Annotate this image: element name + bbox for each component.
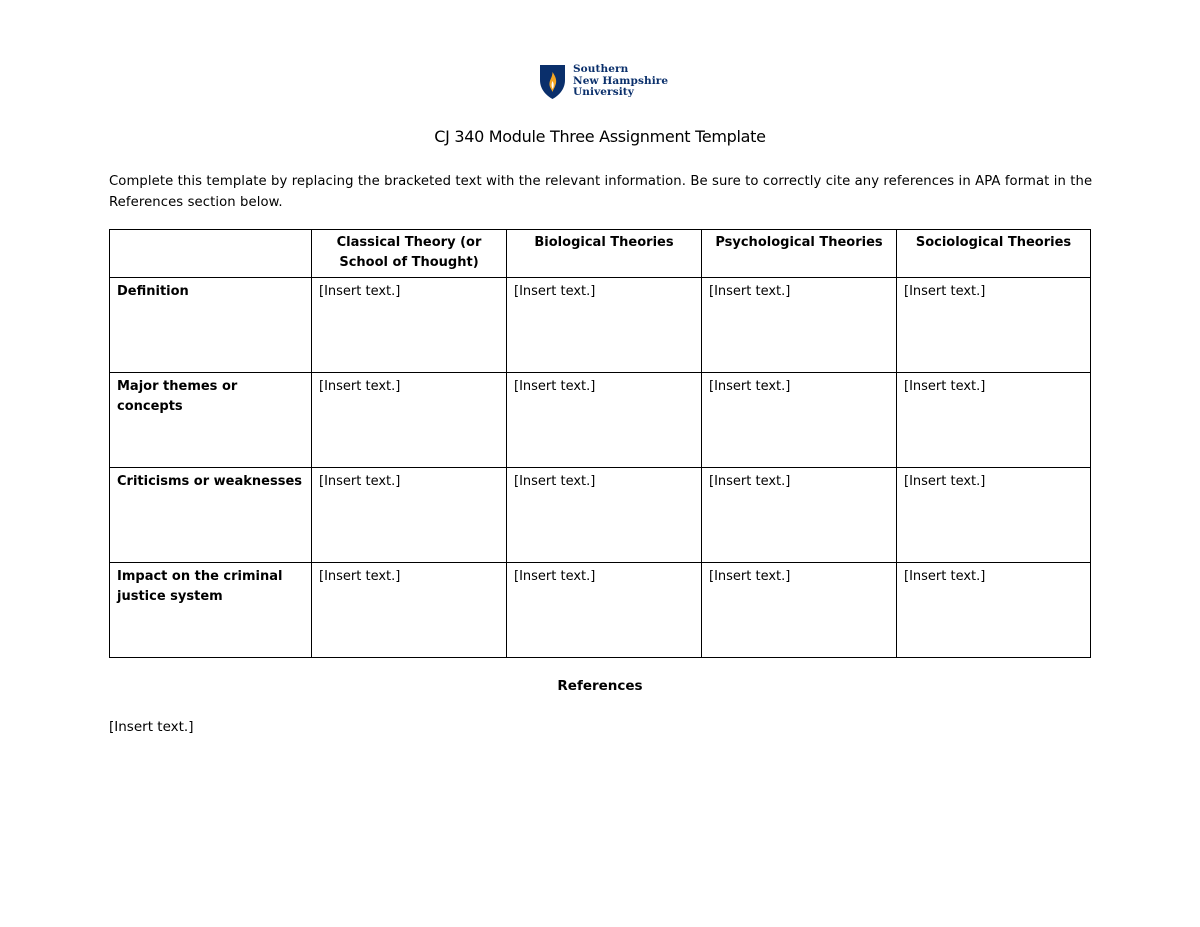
- table-header-row: [110, 230, 1091, 278]
- table-cell[interactable]: [Insert text.]: [897, 373, 1091, 468]
- header-classical-theory: Classical Theory (or School of Thought): [312, 230, 507, 278]
- logo-line-3: University: [573, 86, 634, 98]
- page-title: CJ 340 Module Three Assignment Template: [434, 127, 766, 146]
- row-label: Definition: [110, 278, 312, 373]
- table-cell[interactable]: [Insert text.]: [312, 563, 507, 658]
- table-cell[interactable]: [Insert text.]: [507, 278, 702, 373]
- logo-line-1: Southern: [573, 63, 629, 75]
- references-body[interactable]: [Insert text.]: [109, 719, 194, 735]
- table-cell[interactable]: [Insert text.]: [897, 468, 1091, 563]
- logo-wordmark: [573, 64, 668, 99]
- shield-flame-icon: [539, 64, 566, 100]
- table-cell[interactable]: [Insert text.]: [897, 278, 1091, 373]
- theory-comparison-table: [109, 229, 1091, 658]
- header-sociological-theories: Sociological Theories: [897, 230, 1091, 278]
- table-cell[interactable]: [Insert text.]: [507, 563, 702, 658]
- table-cell[interactable]: [Insert text.]: [312, 468, 507, 563]
- table-cell[interactable]: [Insert text.]: [507, 373, 702, 468]
- references-heading: References: [557, 678, 643, 694]
- table-cell[interactable]: [Insert text.]: [702, 278, 897, 373]
- table-cell[interactable]: [Insert text.]: [507, 468, 702, 563]
- university-logo: [539, 64, 668, 100]
- table-row-definition: [110, 278, 1091, 373]
- row-label: Criticisms or weaknesses: [110, 468, 312, 563]
- table-cell[interactable]: [Insert text.]: [702, 563, 897, 658]
- table-row-impact: [110, 563, 1091, 658]
- table-row-major-themes: [110, 373, 1091, 468]
- table-cell[interactable]: [Insert text.]: [702, 373, 897, 468]
- header-cell-blank: [110, 230, 312, 278]
- table-row-criticisms: [110, 468, 1091, 563]
- row-label: Major themes or concepts: [110, 373, 312, 468]
- table-cell[interactable]: [Insert text.]: [897, 563, 1091, 658]
- header-psychological-theories: Psychological Theories: [702, 230, 897, 278]
- row-label: Impact on the criminal justice system: [110, 563, 312, 658]
- logo-line-2: New Hampshire: [573, 74, 669, 87]
- header-biological-theories: Biological Theories: [507, 230, 702, 278]
- table-cell[interactable]: [Insert text.]: [312, 373, 507, 468]
- instructions-paragraph: Complete this template by replacing the bracketed text with the relevant information. Be sure to correctly cite any references in APA format in the References section below.: [109, 174, 1093, 210]
- table-cell[interactable]: [Insert text.]: [312, 278, 507, 373]
- table-cell[interactable]: [Insert text.]: [702, 468, 897, 563]
